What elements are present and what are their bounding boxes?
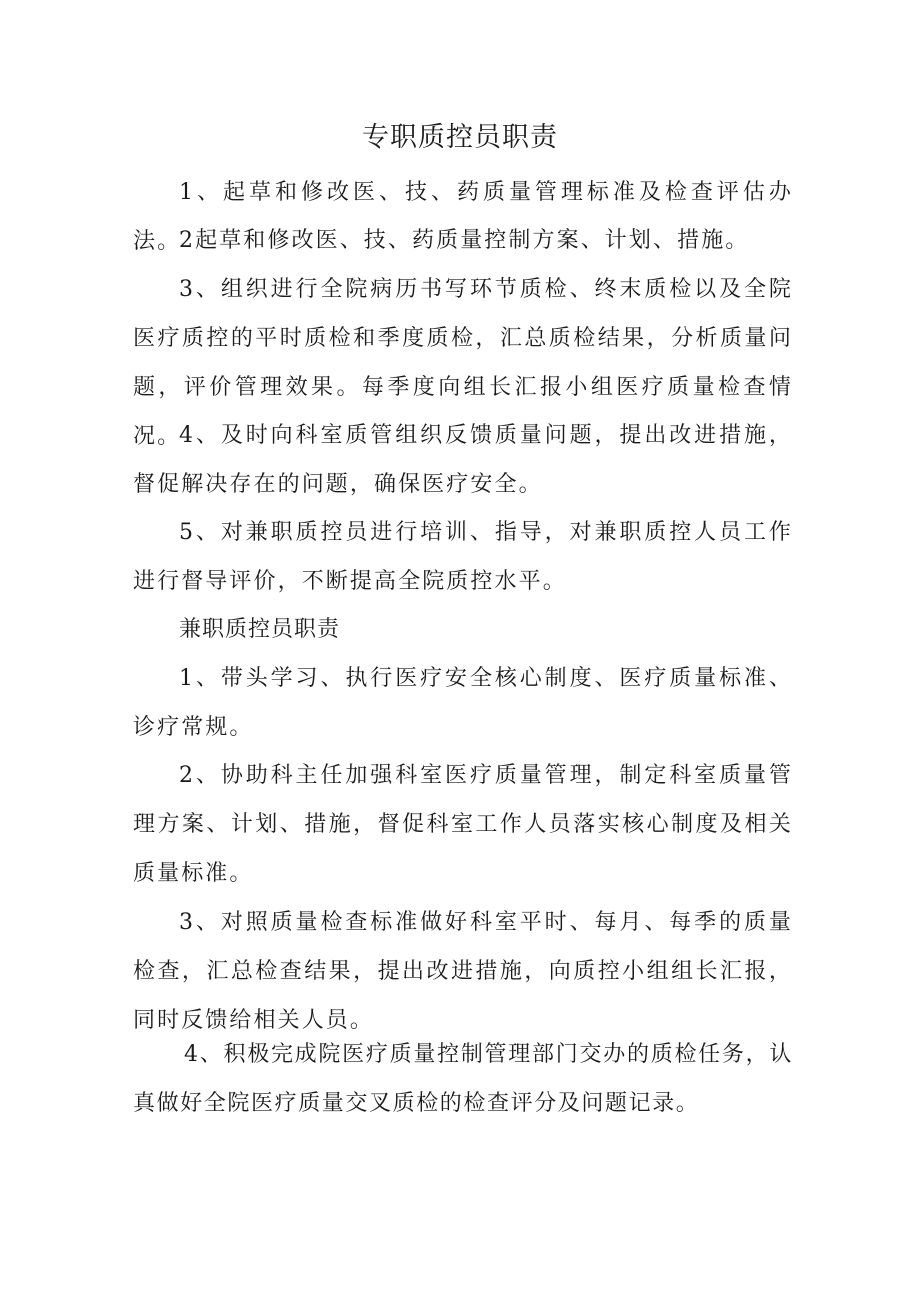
page-title: 专职质控员职责 [362, 122, 558, 153]
fulltime-item-5: 5、对兼职质控员进行培训、指导，对兼职质控人员工作进行督导评价，不断提高全院质控水平。 [133, 520, 793, 594]
fulltime-item-3: 3、组织进行全院病历书写环节质检、终末质检以及全院医疗质控的平时质检和季度质检，汇总质检结果，分析质量问题，评价管理效果。每季度向组长汇报小组医疗质量检查情况。 [133, 277, 793, 449]
fulltime-item-1: 1、起草和修改医、技、药质量管理标准及检查评估办法。 [133, 180, 793, 254]
parttime-item-2: 2、协助科主任加强科室医疗质量管理，制定科室质量管理方案、计划、措施，督促科室工作人员落实核心制度及相关质量标准。 [133, 763, 793, 886]
parttime-heading: 兼职质控员职责 [179, 617, 341, 642]
parttime-item-4: 4、积极完成院医疗质量控制管理部门交办的质检任务，认真做好全院医疗质量交叉质检的检查评分及问题记录。 [133, 1042, 793, 1116]
fulltime-item-4: 4、及时向科室质管组织反馈质量问题，提出改进措施，督促解决存在的问题，确保医疗安全。 [133, 423, 793, 497]
parttime-item-3: 3、对照质量检查标准做好科室平时、每月、每季的质量检查，汇总检查结果，提出改进措施，向质控小组组长汇报，同时反馈给相关人员。 [133, 910, 793, 1033]
parttime-item-1: 1、带头学习、执行医疗安全核心制度、医疗质量标准、诊疗常规。 [133, 666, 793, 740]
fulltime-item-2: 2起草和修改医、技、药质量控制方案、计划、措施。 [179, 228, 750, 253]
